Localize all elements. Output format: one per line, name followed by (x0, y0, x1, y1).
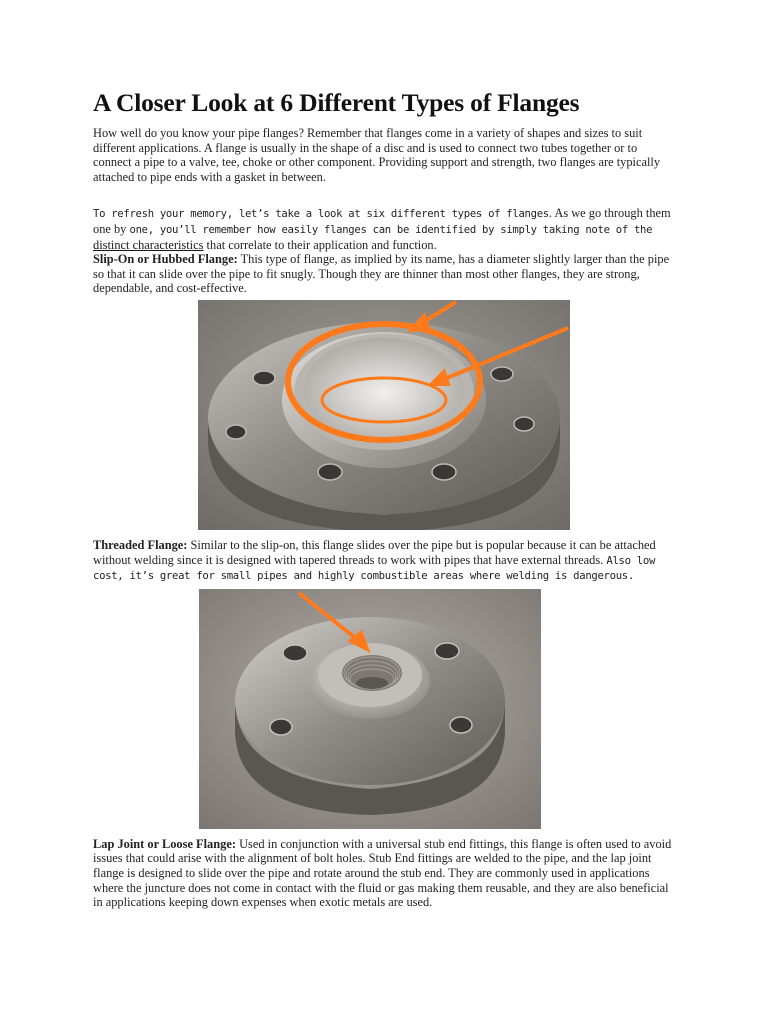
threaded-flange-illustration (199, 589, 541, 829)
threaded-flange-photo (199, 589, 541, 829)
page-title: A Closer Look at 6 Different Types of Flanges (93, 88, 580, 117)
refresh-text: . As we go through them one by (93, 206, 671, 236)
slip-on-text: This type of flange, as implied by its name, has a diameter slightly larger than the pipe so that it can slide over the pipe to fit snugly. Though they are thinner than most other flanges, they are strong, dependable, and cost-effective. (93, 252, 670, 296)
refresh-paragraph (93, 206, 676, 252)
slip-on-flange-photo (198, 300, 570, 530)
slip-on-flange-illustration (198, 300, 570, 530)
lap-joint-heading: Lap Joint or Loose Flange: (93, 836, 236, 851)
distinct-characteristics-link[interactable]: distinct characteristics (93, 237, 204, 252)
slip-on-paragraph (93, 252, 676, 296)
lap-joint-paragraph (93, 837, 676, 910)
threaded-text: Similar to the slip-on, this flange slides over the pipe but is popular because it can be attached without welding since it is designed with tapered threads to work with pipes that have external threads. (93, 537, 656, 567)
refresh-text-mono: To refresh your memory, let’s take a look at six different types of flanges (93, 208, 549, 221)
lap-joint-text: Used in conjunction with a universal stub end fittings, this flange is often used to avoid issues that could arise with the alignment of bolt holes. Stub End fittings are welded to the pipe, and the lap joint flange is designed to slide over the pipe and rotate around the stub end. They are commonly used in applications where the juncture does not come in contact with the fluid or gas making them reusable, and they are also beneficial in applications keeping down expenses when exotic metals are used. (93, 836, 672, 910)
intro-paragraph: How well do you know your pipe flanges? Remember that flanges come in a variety of shapes and sizes to suit different applications. A flange is usually in the shape of a disc and is used to connect two tubes together or to connect a pipe to a valve, tee, choke or other component. Providing support and strength, two flanges are typically attached to pipe ends with a gasket in between. (93, 126, 661, 184)
threaded-text-mono: Also low cost, it’s great for small pipes and highly combustible areas where welding is dangerous. (93, 554, 656, 583)
refresh-text-mono-2: one, you’ll remember how easily flanges can be identified by simply taking note of the (129, 223, 653, 236)
refresh-tail: that correlate to their application and function. (203, 237, 437, 252)
threaded-heading: Threaded Flange: (93, 537, 188, 552)
slip-on-heading: Slip-On or Hubbed Flange: (93, 252, 238, 267)
threaded-paragraph (93, 538, 676, 584)
